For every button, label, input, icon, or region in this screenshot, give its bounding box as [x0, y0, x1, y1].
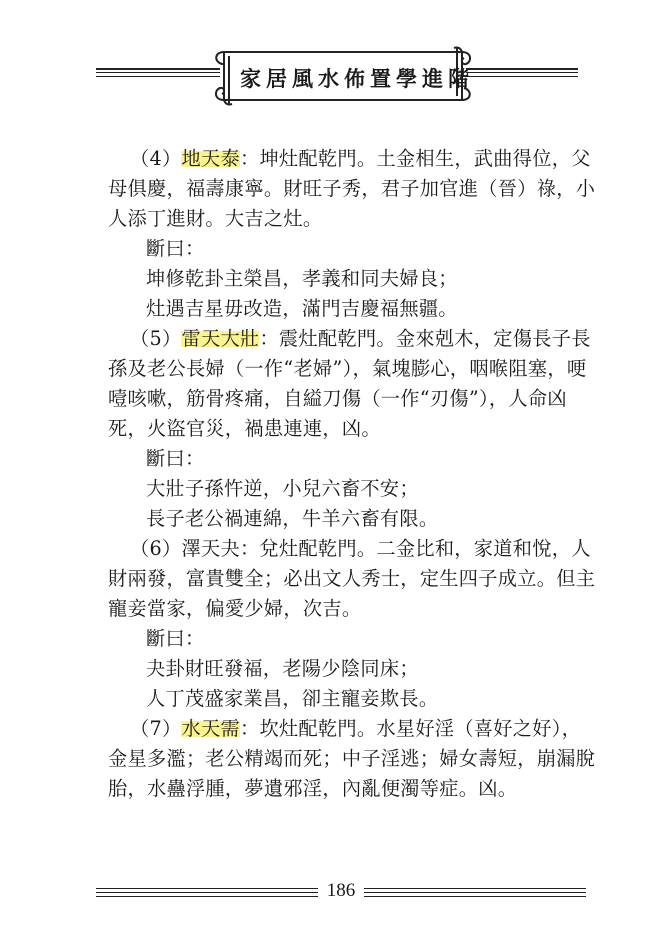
item-number: （5）	[130, 327, 182, 350]
verse-line: 人丁茂盛家業昌，卻主寵妾欺長。	[146, 687, 439, 710]
text-line: 寵妾當家，偏愛少婦，次吉。	[108, 597, 362, 620]
item-number: （4）	[130, 147, 182, 170]
header-rule-right	[466, 68, 578, 82]
verdict-heading: 斷曰：	[146, 237, 205, 260]
hexagram-name-highlighted: 雷天大壯	[181, 327, 260, 350]
footer-rule-left	[96, 888, 318, 898]
verdict-heading: 斷曰：	[146, 447, 205, 470]
item-number: （6）	[130, 537, 182, 560]
text-line: 母俱慶，福壽康寧。財旺子秀，君子加官進（晉）祿，小	[108, 177, 596, 200]
verse-line: 夬卦財旺發福，老陽少陰同床；	[146, 657, 419, 680]
text-line: 人添丁進財。大吉之灶。	[108, 207, 323, 230]
text-line: 噎咳嗽，筋骨疼痛，自縊刀傷（一作“刃傷”），人命凶	[108, 387, 567, 410]
text-line: （6）澤天夬：兌灶配乾門。二金比和，家道和悅，人	[130, 537, 591, 560]
text-line: （7）水天需：坎灶配乾門。水星好淫（喜好之好），	[130, 717, 582, 740]
verse-line: 長子老公禍連綿，牛羊六畜有限。	[146, 507, 439, 530]
header-title: 家居風水佈置學進階	[240, 66, 474, 91]
verdict-heading: 斷曰：	[146, 627, 205, 650]
text-line: 金星多濫；老公精竭而死；中子淫逃；婦女壽短，崩漏脫	[108, 747, 596, 770]
verse-line: 灶遇吉星毋改造，滿門吉慶福無疆。	[146, 297, 458, 320]
hexagram-name-highlighted: 地天泰	[181, 147, 240, 170]
hexagram-name-highlighted: 水天需	[181, 717, 240, 740]
item-number: （7）	[130, 717, 182, 740]
text-line: 孫及老公長婦（一作“老婦”），氣塊膨心，咽喉阻塞，哽	[108, 357, 587, 380]
header-rule-left	[96, 68, 220, 82]
footer-rule-right	[364, 888, 586, 898]
text-line: （5）雷天大壯：震灶配乾門。金來剋木，定傷長子長	[130, 327, 591, 350]
text-line: （4）地天泰：坤灶配乾門。土金相生，武曲得位，父	[130, 147, 591, 170]
text-line: 胎，水蠱浮腫，夢遺邪淫，內亂便濁等症。凶。	[108, 777, 518, 800]
page-number: 186	[326, 880, 356, 901]
text-line: 死，火盜官災，禍患連連，凶。	[108, 417, 381, 440]
verse-line: 大壯子孫忤逆，小兒六畜不安；	[146, 477, 419, 500]
text-line: 財兩發，富貴雙全；必出文人秀士，定生四子成立。但主	[108, 567, 596, 590]
verse-line: 坤修乾卦主榮昌，孝義和同夫婦良；	[146, 267, 458, 290]
